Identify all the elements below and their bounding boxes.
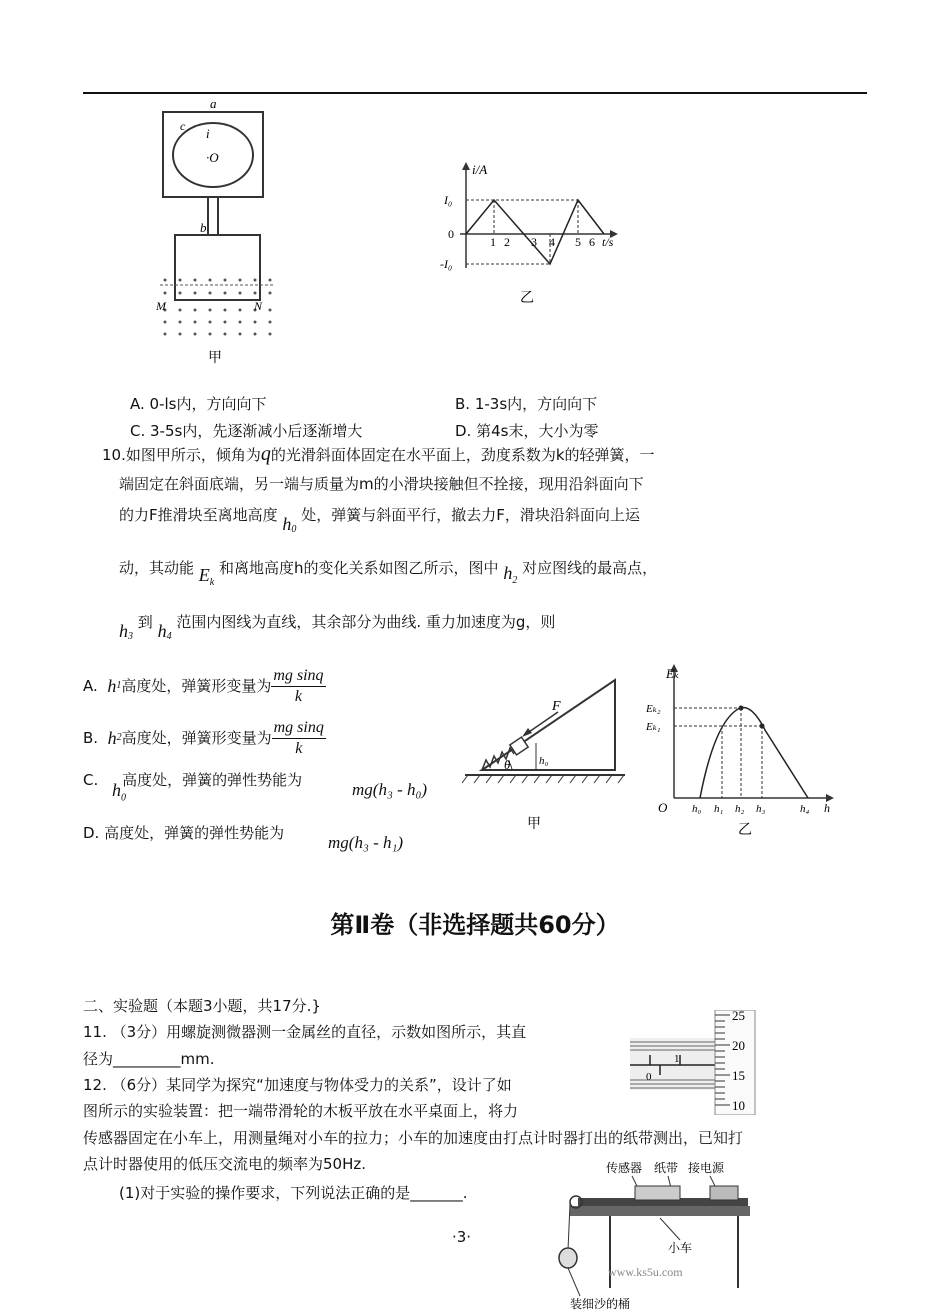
svg-text:h₂: h₂ (735, 803, 745, 815)
svg-text:Eₖ: Eₖ (666, 666, 679, 681)
top-rule (83, 92, 867, 94)
svg-text:i: i (206, 126, 210, 141)
q12-line-4: 点计时器使用的低压交流电的频率为50Hz. (83, 1155, 367, 1173)
svg-text:F: F (552, 699, 561, 714)
svg-text:-I₀: -I₀ (440, 257, 453, 271)
svg-text:1: 1 (674, 1053, 680, 1065)
figure-q9-yi (440, 160, 650, 310)
svg-text:20: 20 (732, 1038, 745, 1053)
current-curve (466, 200, 604, 264)
q12-sub-1: (1)对于实验的操作要求，下列说法正确的是_______. (119, 1184, 468, 1202)
svg-text:装细沙的桶: 装细沙的桶 (570, 1297, 631, 1311)
q10-option-b: B. h 2 高度处，弹簧形变量为 $\frac{\text{mg sinq}}{k}$ (83, 718, 324, 757)
svg-text:接电源: 接电源 (688, 1161, 725, 1175)
figure-q10-jia (460, 670, 635, 835)
lower-loop (175, 235, 260, 300)
section2-title: 第Ⅱ卷（非选择题共60分） (330, 911, 620, 939)
svg-text:乙: 乙 (520, 291, 534, 306)
svg-text:h₃: h₃ (756, 803, 766, 815)
svg-text:h₄: h₄ (800, 803, 810, 815)
cart (635, 1186, 680, 1200)
svg-text:h₀: h₀ (539, 755, 549, 767)
svg-text:N: N (254, 299, 263, 313)
svg-text:乙: 乙 (738, 823, 752, 838)
q10-option-d-expr: mg(h₃ - h₁) (328, 833, 404, 852)
svg-text:I₀: I₀ (444, 193, 453, 207)
q10-option-a: A. h 1 高度处，弹簧形变量为 $\frac{\text{mg sinq}}{k}$ (83, 666, 324, 705)
svg-text:h₀: h₀ (692, 803, 702, 815)
q9-option-d: D. 第4s末，大小为零 (455, 422, 599, 440)
svg-text:0: 0 (448, 227, 454, 241)
svg-text:4: 4 (549, 235, 555, 249)
svg-text:M: M (156, 299, 166, 313)
q9-option-b: B. 1-3s内，方向向下 (455, 395, 598, 413)
svg-text:Eₖ₁: Eₖ₁ (646, 721, 661, 733)
figure-q9-jia (130, 100, 280, 370)
svg-text:i/A: i/A (472, 162, 488, 177)
q10-option-c: C. 高度处，弹簧的弹性势能为 (83, 771, 303, 789)
q12-line-2: 图所示的实验装置：把一端带滑轮的木板平放在水平桌面上，将力 (83, 1102, 519, 1120)
q10-option-c-h0: $h_0$ (112, 780, 126, 804)
svg-text:25: 25 (732, 1010, 745, 1023)
q12-line-1: 12. （6分）某同学为探究“加速度与物体受力的关系”，设计了如 (83, 1076, 512, 1094)
svg-text:甲: 甲 (208, 351, 222, 366)
q10-line-1: 10.如图甲所示，倾角为q的光滑斜面体固定在水平面上，劲度系数为k的轻弹簧，一 (102, 443, 655, 465)
q10-line-2: 端固定在斜面底端，另一端与质量为m的小滑块接触但不拴接，现用沿斜面向下 (119, 475, 644, 493)
q10-option-c-expr: mg(h₃ - h₀) (352, 780, 428, 799)
q10-line-5: $h_3$ 到 $h_4$ 范围内图线为直线，其余部分为曲线. 重力加速度为g，则 (119, 613, 556, 642)
q9-option-a: A. 0-ls内，方向向下 (130, 395, 267, 413)
svg-text:c: c (180, 119, 186, 133)
svg-text:甲: 甲 (527, 817, 541, 832)
q10-line-3: 的力F推滑块至离地高度 $h_0$ 处，弹簧与斜面平行，撤去力F，滑块沿斜面向上运 (119, 506, 640, 535)
section-experiment-heading: 二、实验题（本题3小题，共17分.} (83, 997, 321, 1015)
q11-line-1: 11. （3分）用螺旋测微器测一金属丝的直径，示数如图所示，其直 (83, 1023, 527, 1041)
q10-option-d: D. 高度处，弹簧的弹性势能为 (83, 824, 285, 842)
page-number: ·3· (452, 1228, 472, 1246)
svg-text:h: h (824, 801, 830, 815)
svg-text:15: 15 (732, 1068, 745, 1083)
svg-text:3: 3 (531, 235, 537, 249)
svg-text:纸带: 纸带 (654, 1161, 679, 1175)
svg-text:·O: ·O (206, 150, 219, 165)
svg-text:1: 1 (490, 235, 496, 249)
svg-text:0: 0 (646, 1071, 652, 1083)
ek-curve (700, 707, 808, 798)
q10-line-4: 动，其动能 $E_k$ 和离地高度h的变化关系如图乙所示，图中 $h_2$ 对应图线的最高点， (119, 559, 658, 588)
svg-text:小车: 小车 (668, 1241, 693, 1255)
svg-text:10: 10 (732, 1098, 745, 1113)
apparatus-figure (550, 1158, 770, 1316)
q9-option-c: C. 3-5s内，先逐渐减小后逐渐增大 (130, 422, 363, 440)
svg-text:5: 5 (575, 235, 581, 249)
incline (482, 680, 615, 770)
svg-text:传感器: 传感器 (606, 1161, 643, 1175)
svg-text:O: O (658, 800, 668, 815)
timer (710, 1186, 738, 1200)
q11-line-2: 径为_________mm. (83, 1050, 215, 1068)
svg-text:a: a (210, 100, 217, 111)
svg-text:t/s: t/s (602, 235, 614, 249)
bucket (559, 1248, 577, 1268)
svg-text:www.ks5u.com: www.ks5u.com (608, 1265, 683, 1279)
svg-text:h₁: h₁ (714, 803, 724, 815)
figure-q10-yi (640, 660, 840, 840)
svg-text:Eₖ₂: Eₖ₂ (646, 703, 661, 715)
q12-line-3: 传感器固定在小车上，用测量绳对小车的拉力；小车的加速度由打点计时器打出的纸带测出，已知打 (83, 1129, 744, 1147)
svg-text:2: 2 (504, 235, 510, 249)
svg-text:θ: θ (504, 757, 511, 772)
svg-text:6: 6 (589, 235, 595, 249)
micrometer-figure (630, 1010, 780, 1115)
svg-text:b: b (200, 220, 207, 235)
